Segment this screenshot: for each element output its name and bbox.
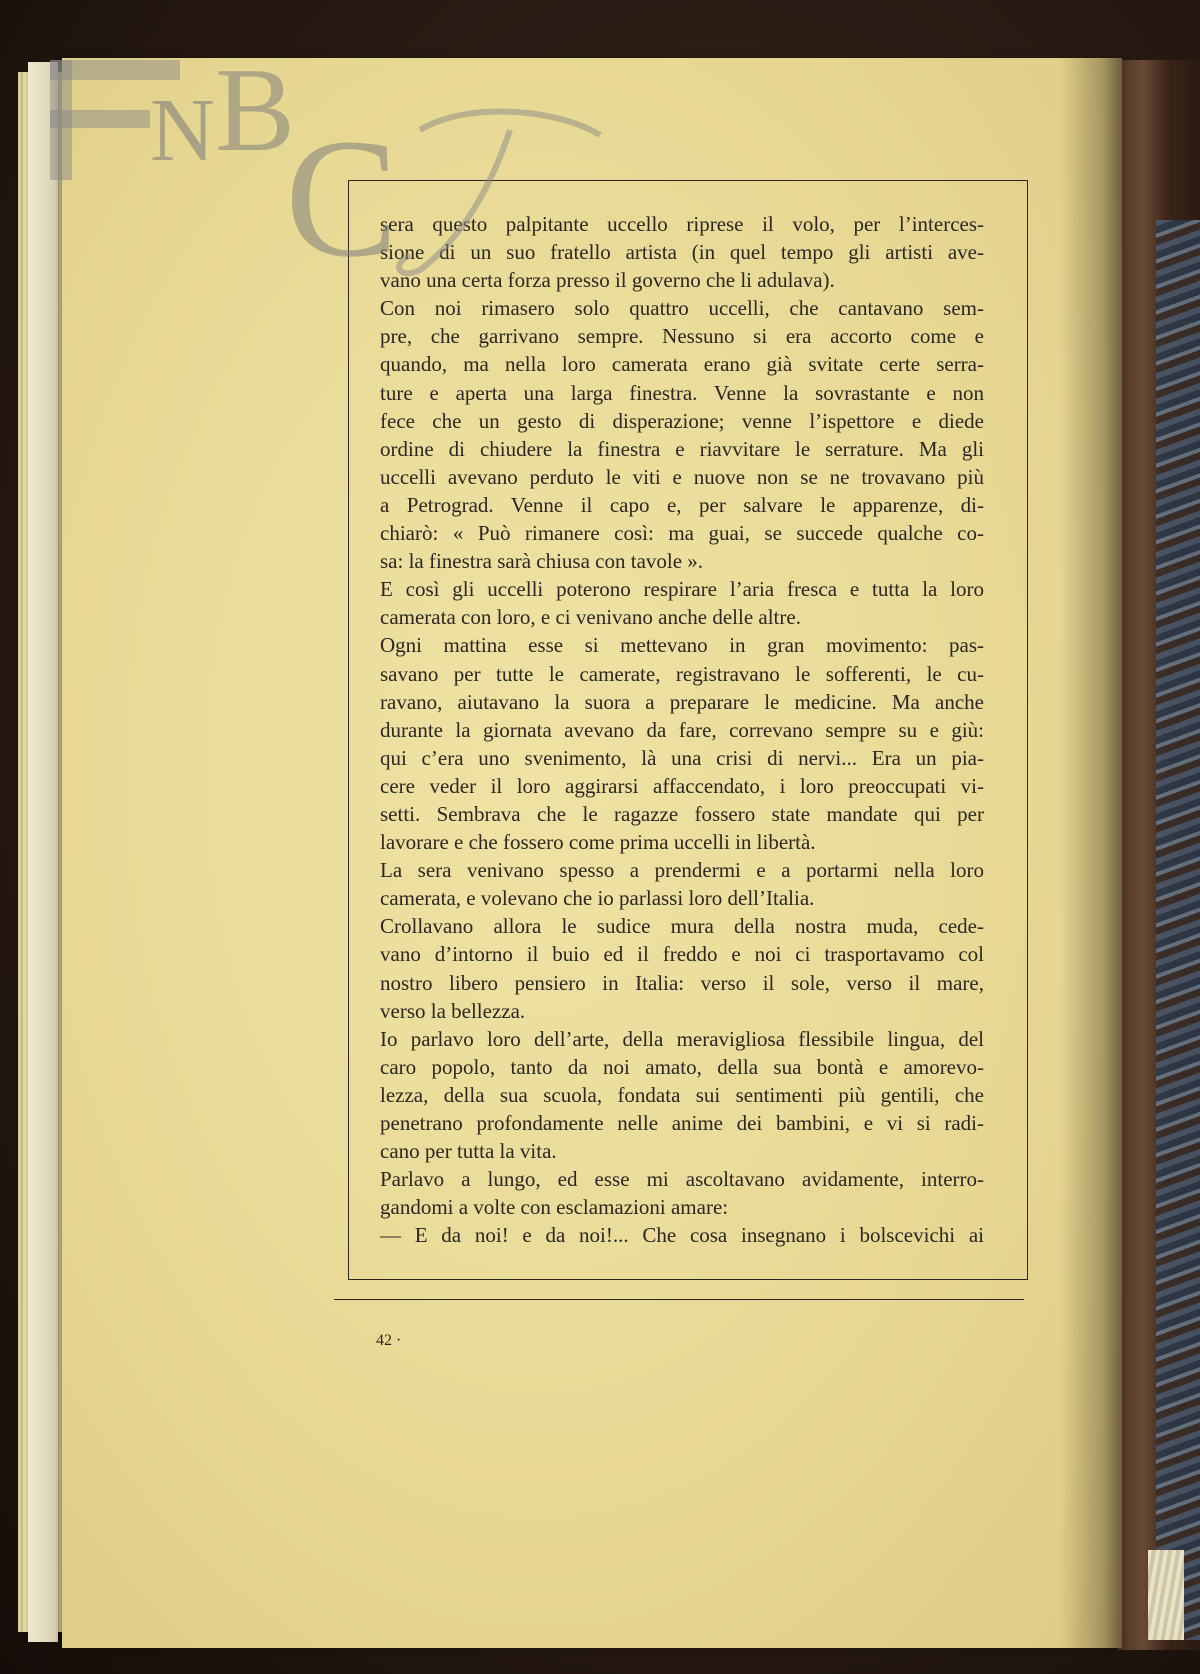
text-line: penetrano profondamente nelle anime dei bambini, e vi si radi- <box>380 1111 984 1135</box>
svg-text:C: C <box>285 104 399 292</box>
text-line: lavorare e che fossero come prima uccelli in libertà. <box>380 830 816 855</box>
frame-rule <box>334 1299 1024 1300</box>
text-line: Con noi rimasero solo quattro uccelli, che cantavano sem- <box>380 296 984 321</box>
text-line: ture e aperta una larga finestra. Venne la sovrastante e non <box>380 380 984 405</box>
text-line: — E da noi! e da noi!... Che cosa insegnano i bolscevichi ai <box>380 1223 984 1248</box>
text-line: camerata, e volevano che io parlassi loro dell’Italia. <box>380 886 815 911</box>
text-line: qui c’era uno svenimento, là una crisi di nervi... Era un pia- <box>380 745 984 770</box>
text-line: ravano, aiutavano la suora a preparare le medicine. Ma anche <box>380 689 984 714</box>
text-line: verso la bellezza. <box>380 998 526 1023</box>
text-line: Crollavano allora le sudice mura della nostra muda, cede- <box>380 914 984 939</box>
text-line: La sera venivano spesso a prendermi e a portarmi nella loro <box>380 858 984 883</box>
library-watermark-logo <box>40 40 720 300</box>
text-line: savano per tutte le camerate, registravano le sofferenti, le cu- <box>380 661 984 686</box>
text-line: E così gli uccelli poterono respirare l’aria fresca e tutta la loro <box>380 577 984 602</box>
gutter-shadow <box>1060 58 1122 1648</box>
text-line: fece che un gesto di disperazione; venne l’ispettore e diede <box>380 408 984 433</box>
text-line: setti. Sembrava che le ragazze fossero state mandate qui per <box>380 801 984 826</box>
page-body-text <box>380 210 984 1249</box>
text-line: uccelli avevano perduto le viti e nuove non se ne trovavano più <box>380 464 984 489</box>
text-line: sione di un suo fratello artista (in quel tempo gli artisti ave- <box>380 240 984 265</box>
text-line: chiarò: « Può rimanere così: ma guai, se succede qualche co- <box>380 521 984 546</box>
text-line: cano per tutta la vita. <box>380 1139 557 1164</box>
text-line: cere veder il loro aggirarsi affaccendato, i loro preoccupati vi- <box>380 773 984 798</box>
text-line: sera questo palpitante uccello riprese il volo, per l’interces- <box>380 212 984 236</box>
text-line: lezza, della sua scuola, fondata sui sentimenti più gentili, che <box>380 1082 984 1107</box>
svg-text:B: B <box>215 43 296 176</box>
text-line: gandomi a volte con esclamazioni amare: <box>380 1195 729 1220</box>
text-line: Io parlavo loro dell’arte, della meravigliosa flessibile lingua, del <box>380 1026 984 1051</box>
text-line: Parlavo a lungo, ed esse mi ascoltavano avidamente, interro- <box>380 1167 984 1192</box>
text-line: durante la giornata avevano da fare, correvano sempre su e giù: <box>380 717 984 742</box>
text-line: a Petrograd. Venne il capo e, per salvare le apparenze, di- <box>380 492 984 517</box>
bookmark-ribbon <box>1148 1550 1184 1640</box>
text-line: Ogni mattina esse si mettevano in gran movimento: pas- <box>380 633 984 658</box>
text-line: nostro libero pensiero in Italia: verso il sole, verso il mare, <box>380 970 984 995</box>
text-line: sa: la finestra sarà chiusa con tavole ». <box>380 549 704 574</box>
page-number: 42 · <box>376 1332 402 1349</box>
text-line: camerata con loro, e ci venivano anche delle altre. <box>380 605 801 630</box>
text-line: vano d’intorno il buio ed il freddo e noi ci trasportavamo col <box>380 942 984 967</box>
text-line: ordine di chiudere la finestra e riavvitare le serrature. Ma gli <box>380 436 984 461</box>
text-line: quando, ma nella loro camerata erano già svitate certe serra- <box>380 352 984 377</box>
text-line: caro popolo, tanto da noi amato, della sua bontà e amorevo- <box>380 1054 984 1079</box>
book-cover-edge <box>1118 60 1200 1650</box>
svg-text:N: N <box>150 81 215 180</box>
text-line: vano una certa forza presso il governo che li adulava). <box>380 268 835 293</box>
text-line: pre, che garrivano sempre. Nessuno si era accorto come e <box>380 324 984 349</box>
marbled-endpaper <box>1156 220 1200 1640</box>
